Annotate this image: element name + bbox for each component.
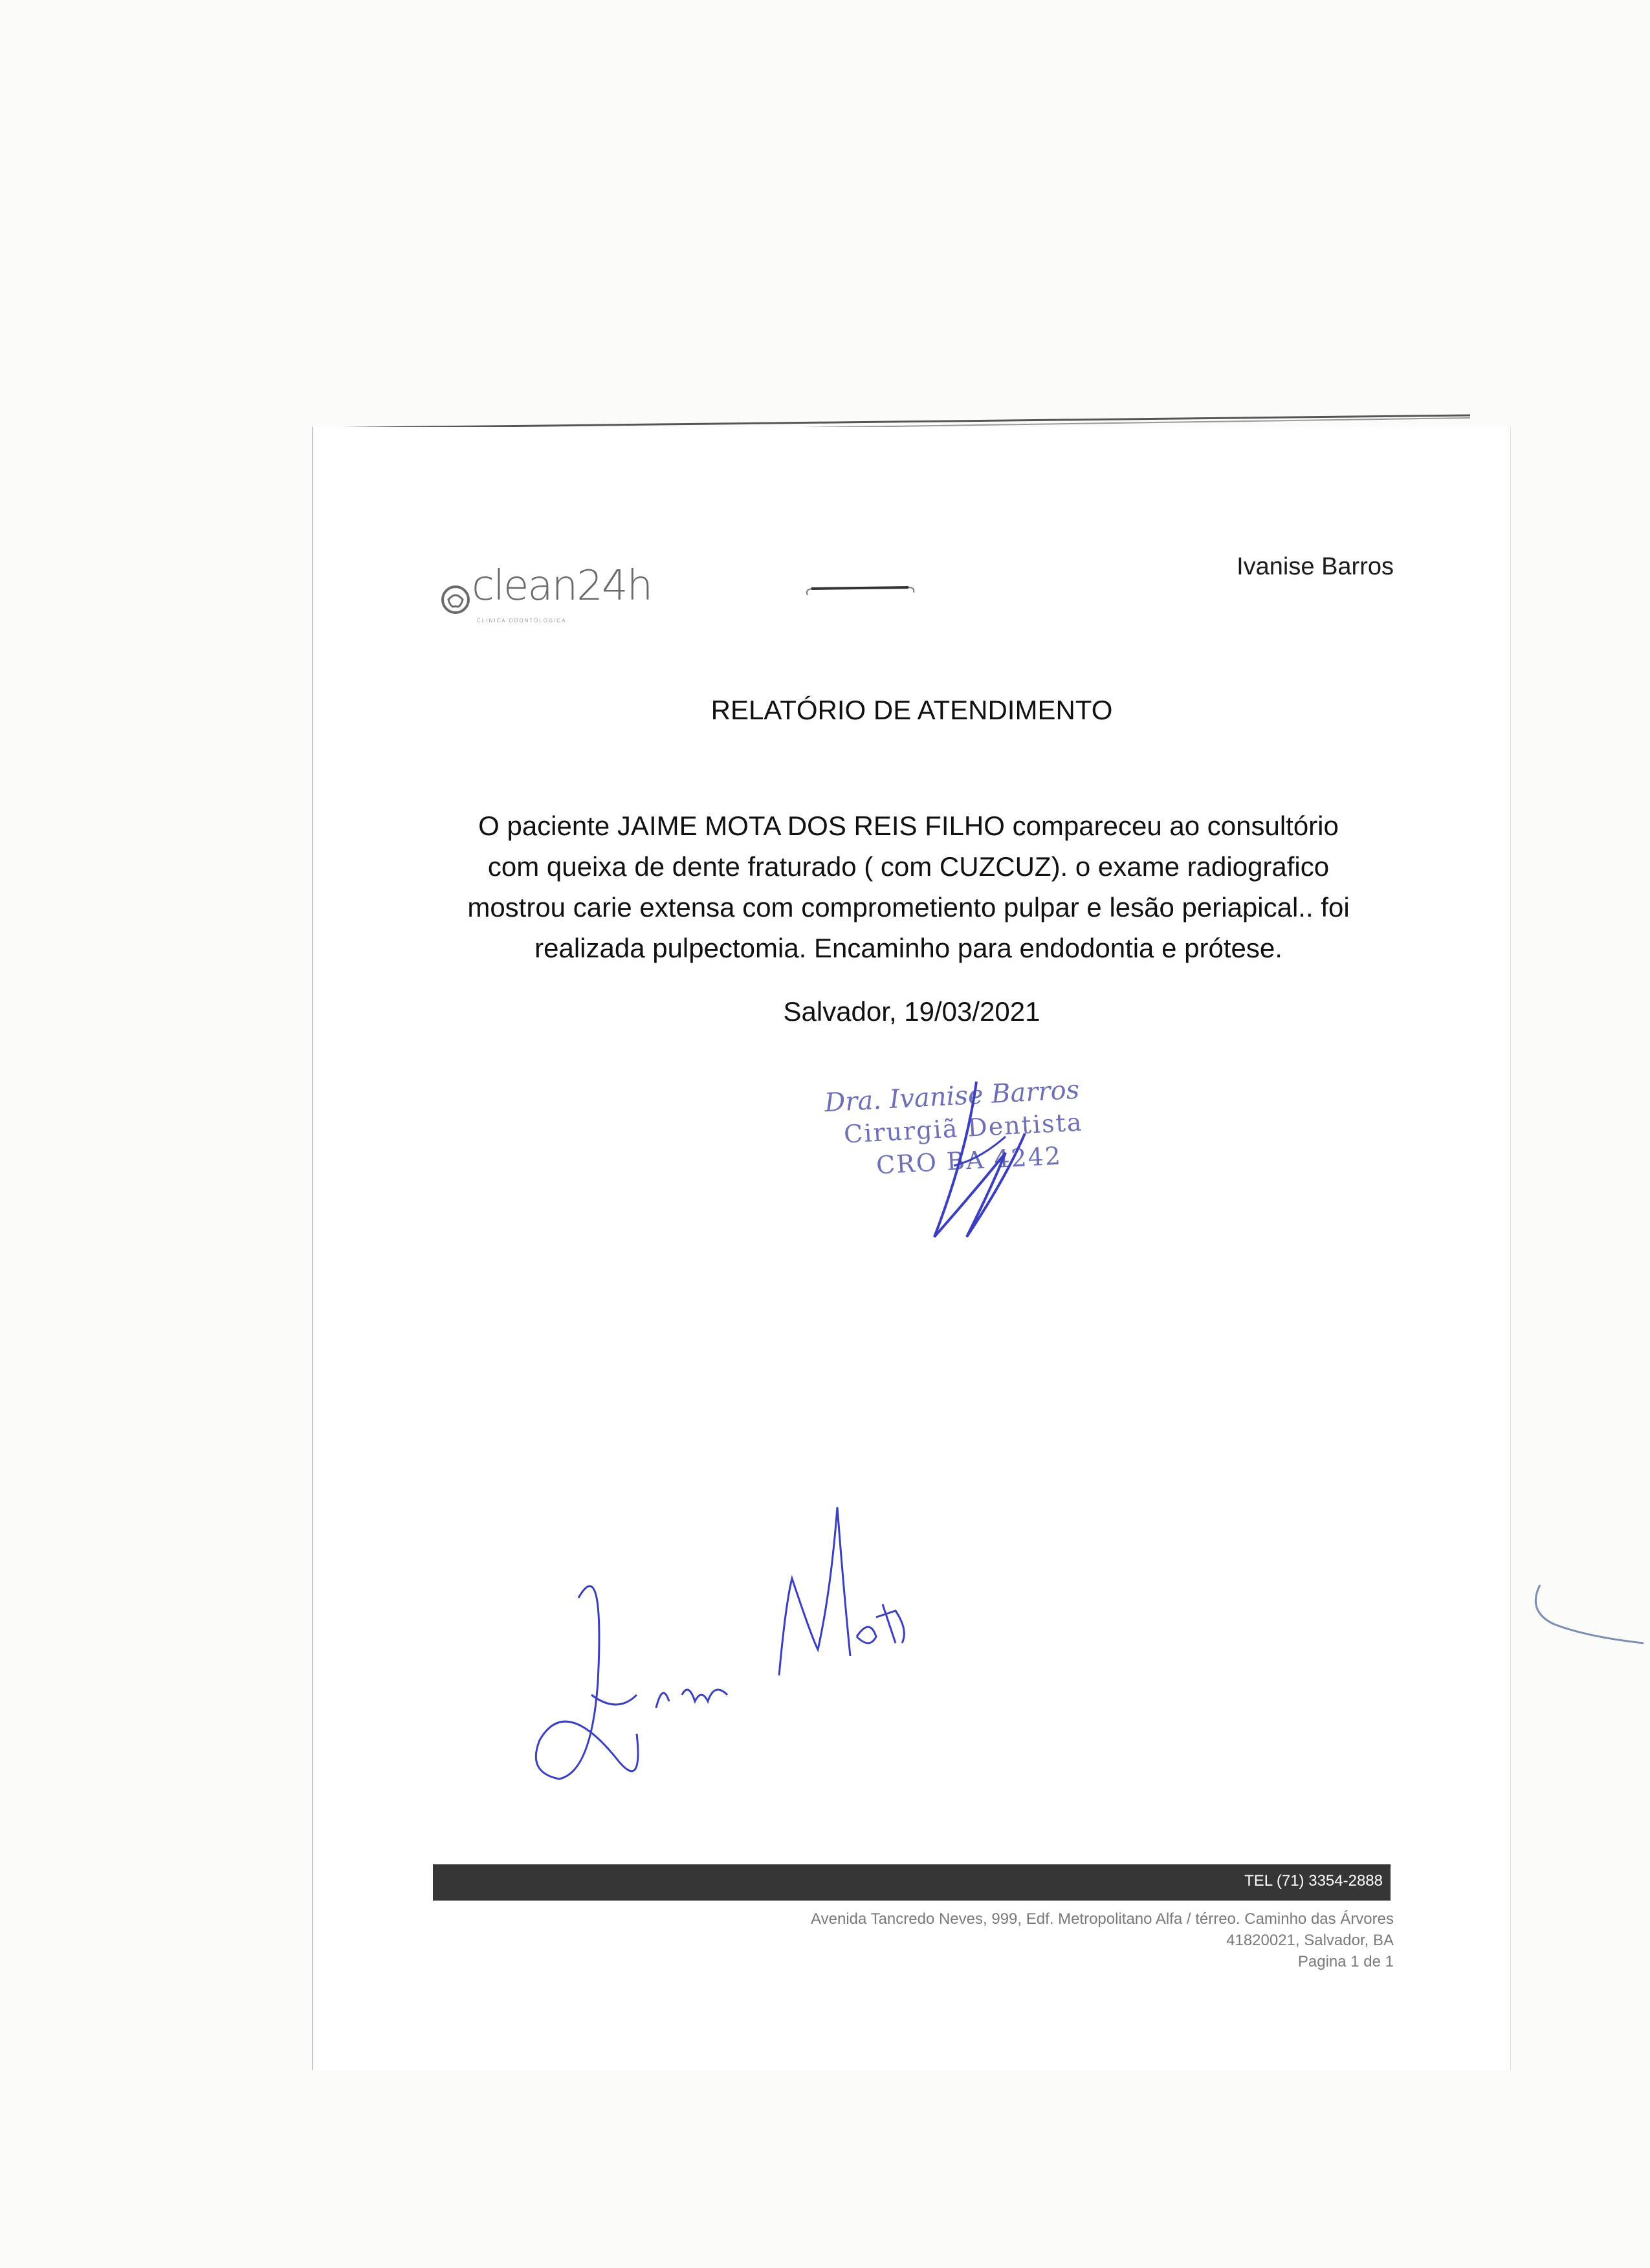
patient-signature [507, 1488, 908, 1811]
document-page [312, 427, 1511, 2070]
logo-tagline: CLINICA ODONTOLOGICA [477, 618, 567, 624]
footer-bar [433, 1864, 1391, 1901]
stamp-registration: CRO BA 4242 [875, 1141, 1063, 1180]
logo-brand-text: clean24h [472, 562, 652, 610]
footer-phone: TEL (71) 3354-2888 [1244, 1872, 1383, 1890]
tooth-icon [439, 580, 472, 626]
scan-mark [1527, 1572, 1650, 1701]
document-title: RELATÓRIO DE ATENDIMENTO [710, 695, 1113, 725]
footer-address-block [811, 1908, 1394, 1972]
dentist-signature [811, 1075, 1174, 1269]
header-dentist-name: Ivanise Barros [1237, 553, 1394, 580]
report-body [410, 805, 1407, 968]
report-line: realizada pulpectomia. Encaminho para endodontia e prótese. [534, 933, 1282, 963]
footer-zip-city: 41820021, Salvador, BA [1226, 1932, 1394, 1949]
clinic-logo [439, 562, 672, 637]
footer-page-number: Pagina 1 de 1 [1297, 1953, 1394, 1970]
footer-address: Avenida Tancredo Neves, 999, Edf. Metropolitano Alfa / térreo. Caminho das Árvores [811, 1910, 1394, 1928]
report-line: mostrou carie extensa com comprometiento pulpar e lesão periapical.. foi [467, 892, 1350, 922]
date-line: Salvador, 19/03/2021 [783, 996, 1040, 1027]
report-line: O paciente JAIME MOTA DOS REIS FILHO compareceu ao consultório [478, 811, 1339, 841]
dentist-stamp [811, 1075, 1174, 1269]
stamp-title: Cirurgiã Dentista [843, 1107, 1084, 1149]
report-line: com queixa de dente fraturado ( com CUZCUZ). o exame radiografico [487, 851, 1330, 882]
staple-mark [798, 563, 928, 602]
stamp-name: Dra. Ivanise Barros [824, 1074, 1081, 1118]
